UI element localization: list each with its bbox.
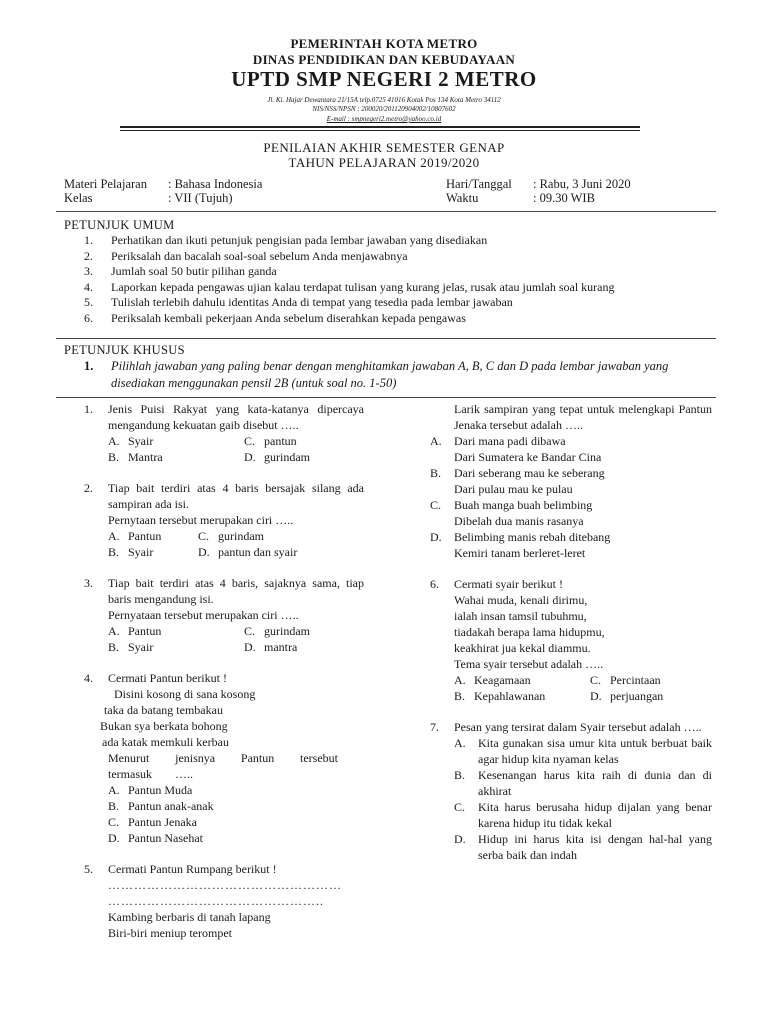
class-label: Kelas <box>64 191 93 205</box>
syair-line: tiadakah berapa lama hidupmu, <box>454 625 605 639</box>
question-5-continued: Larik sampiran yang tepat untuk melengkapi Pantun Jenaka tersebut adalah ….. A. Dari mana padi dibawa Dari Sumatera ke Bandar Cina B. Dari seberang mau ke seberang Dari pulau mau ke pulau C. Buah manga buah belimbing Dibelah dua manis rasanya D. Belimbing manis rebah ditebang Kemiri tanam berleret-leret <box>430 402 712 560</box>
syair-line: keakhirat jua kekal diammu. <box>454 641 591 655</box>
question-5: 5. Cermati Pantun Rumpang berikut ! ……………………………………………… ………………………………………….. Kambing berbaris di tanah lapang Biri-biri meniup terompet <box>84 861 364 941</box>
option-c: Buah manga buah belimbing <box>454 498 593 512</box>
question-4: 4. Cermati Pantun berikut ! Disini kosong di sana kosong taka da batang tembakau Bukan sya berkata bohong ada katak memkuli kerbau Menurut jenisnya Pantun tersebut termasuk ….. A. Pantun Muda B. Pantun anak-anak C. Pantun Jenaka D. Pantun Nasehat <box>84 670 364 846</box>
department-name: DINAS PENDIDIKAN DAN KEBUDAYAAN <box>252 52 516 67</box>
exam-year: TAHUN PELAJARAN 2019/2020 <box>288 155 480 170</box>
question-3: 3. Tiap bait terdiri atas 4 baris, sajaknya sama, tiap baris mengandung isi. Pernyataan tersebut merupakan ciri ….. A. Pantun C. gurindam B. Syair D. mantra <box>84 576 364 654</box>
special-instructions-title: PETUNJUK KHUSUS <box>64 343 185 357</box>
option-b: Dari seberang mau ke seberang <box>454 466 605 480</box>
blank-line: ………………………………………….. <box>108 894 324 908</box>
questions-right-column <box>430 401 712 878</box>
divider-1 <box>56 211 716 212</box>
option-d: Hidup ini harus kita isi dengan hal-hal yang serba baik dan indah <box>478 832 712 862</box>
option-a: Kita gunakan sisa umur kita untuk berbuat baik agar hidup kita nyaman kelas <box>478 736 712 766</box>
option-a: Pantun Muda <box>128 783 193 797</box>
pantun-line: Biri-biri meniup terompet <box>108 926 232 940</box>
syair-line: ialah insan tamsil tubuhmu, <box>454 609 587 623</box>
general-instructions-list <box>84 233 714 326</box>
questions-left-column <box>84 401 364 956</box>
letterhead-rule-thick <box>120 126 640 128</box>
option-b: Syair <box>128 545 154 559</box>
list-item: 4. Laporkan kepada pengawas ujian kalau terdapat tulisan yang kurang jelas, rusak atau jumlah soal kurang <box>84 279 615 294</box>
time-label: Waktu <box>446 191 479 205</box>
question-1: 1. Jenis Puisi Rakyat yang kata-katanya dipercaya mengandung kekuatan gaib disebut ….. A. Syair C. pantun B. Mantra D. gurindam <box>84 402 364 464</box>
list-item: 5. Tulislah terlebih dahulu identitas Anda di tempat yang tesedia pada lembar jawaban <box>84 295 513 309</box>
option-b: Kepahlawanan <box>474 689 546 703</box>
government-name: PEMERINTAH KOTA METRO <box>290 36 478 51</box>
option-c: gurindam <box>264 624 310 638</box>
pantun-line: ada katak memkuli kerbau <box>102 735 229 749</box>
list-item: 2. Periksalah dan bacalah soal-soal sebelum Anda menjawabnya <box>84 248 408 263</box>
option-a: Dari mana padi dibawa <box>454 434 566 448</box>
syair-line: Wahai muda, kenali dirimu, <box>454 593 588 607</box>
question-7: 7. Pesan yang tersirat dalam Syair tersebut adalah ….. A. Kita gunakan sisa umur kita untuk berbuat baik agar hidup kita nyaman kelas B. Kesenangan harus kita raih di dunia dan di akhirat C. Kita harus berusaha hidup dijalan yang benar karena hidup itu tidak kekal D. Hidup ini harus kita isi dengan hal-hal yang serba baik dan indah <box>430 720 712 862</box>
option-a: Syair <box>128 434 154 448</box>
school-email: E-mail : smpnegeri2.metro@yahoo.co.id <box>326 115 442 123</box>
general-instructions-title: PETUNJUK UMUM <box>64 218 175 232</box>
option-b: Pantun anak-anak <box>128 799 214 813</box>
list-item: 1. Perhatikan dan ikuti petunjuk pengisian pada lembar jawaban yang disediakan <box>84 233 488 247</box>
school-address: Jl. Ki. Hajar Dewantara 21/15A telp.0725 41016 Kotak Pos 134 Kota Metro 34112 <box>267 96 501 104</box>
class-value: : VII (Tujuh) <box>168 191 233 205</box>
divider-3 <box>56 397 716 398</box>
blank-line: ……………………………………………… <box>108 878 342 892</box>
option-c: Kita harus berusaha hidup dijalan yang benar karena hidup itu tidak kekal <box>478 800 712 830</box>
pantun-line: Disini kosong di sana kosong <box>114 687 256 701</box>
school-name: UPTD SMP NEGERI 2 METRO <box>231 67 537 91</box>
option-a: Keagamaan <box>474 673 531 687</box>
divider-2 <box>56 338 716 339</box>
pantun-line: Kambing berbaris di tanah lapang <box>108 910 271 924</box>
option-b: Syair <box>128 640 154 654</box>
subject-label: Materi Pelajaran <box>64 177 147 191</box>
option-d: pantun dan syair <box>218 545 298 559</box>
question-2: 2. Tiap bait terdiri atas 4 baris bersajak silang ada sampiran ada isi. Pernytaan tersebut merupakan ciri ….. A. Pantun C. gurindam B. Syair D. pantun dan syair <box>84 481 364 559</box>
option-b: Mantra <box>128 450 163 464</box>
pantun-line: Bukan sya berkata bohong <box>100 719 228 733</box>
list-item: 3. Jumlah soal 50 butir pilihan ganda <box>84 264 277 278</box>
option-d: gurindam <box>264 450 310 464</box>
option-d: mantra <box>264 640 298 654</box>
special-instruction: 1. Pilihlah jawaban yang paling benar dengan menghitamkan jawaban A, B, C dan D pada lembar jawaban yang disediakan menggunakan pensil 2B (untuk soal no. 1-50) <box>84 359 669 390</box>
option-a: Pantun <box>128 624 162 638</box>
option-c: gurindam <box>218 529 264 543</box>
day-value: : Rabu, 3 Juni 2020 <box>533 177 631 191</box>
question-6: 6. Cermati syair berikut ! Wahai muda, kenali dirimu, ialah insan tamsil tubuhmu, tiadakah berapa lama hidupmu, keakhirat jua kekal diammu. Tema syair tersebut adalah ….. A. Keagamaan C. Percintaan B. Kepahlawanan D. perjuangan <box>430 576 712 704</box>
option-d: Belimbing manis rebah ditebang <box>454 530 611 544</box>
option-c: pantun <box>264 434 297 448</box>
subject-value: : Bahasa Indonesia <box>168 177 263 191</box>
school-ids: NIS/NSS/NPSN : 200020/201120904002/10807602 <box>312 105 456 113</box>
pantun-line: taka da batang tembakau <box>104 703 223 717</box>
option-d: Pantun Nasehat <box>128 831 203 845</box>
list-item: 6. Periksalah kembali pekerjaan Anda sebelum diserahkan kepada pengawas <box>84 310 466 325</box>
time-value: : 09.30 WIB <box>533 191 595 205</box>
letterhead-rule-thin <box>120 130 640 131</box>
day-label: Hari/Tanggal <box>446 177 512 191</box>
exam-title: PENILAIAN AKHIR SEMESTER GENAP <box>263 140 505 155</box>
option-c: Pantun Jenaka <box>128 815 197 829</box>
option-b: Kesenangan harus kita raih di dunia dan di akhirat <box>478 768 712 798</box>
option-d: perjuangan <box>610 689 664 703</box>
option-a: Pantun <box>128 529 162 543</box>
option-c: Percintaan <box>610 673 661 687</box>
